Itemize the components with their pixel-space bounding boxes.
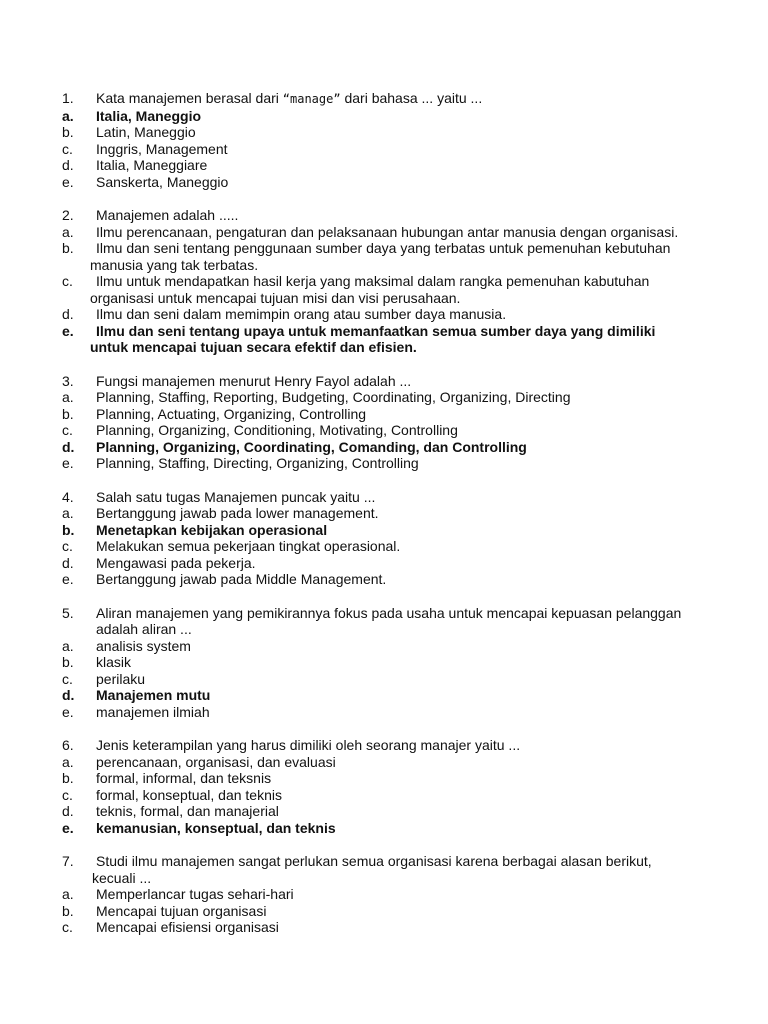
stem-continuation: adalah aliran ...: [96, 621, 192, 637]
answer-option: b. formal, informal, dan teksnis: [62, 770, 272, 786]
question-4: [62, 489, 752, 588]
answer-option: c. perilaku: [62, 670, 146, 687]
question-1: [62, 90, 752, 190]
option-continuation: organisasi untuk mencapai tujuan misi dan visi perusahaan.: [90, 289, 461, 306]
answer-option: c. Inggris, Management: [62, 140, 228, 157]
option-continuation: untuk mencapai tujuan secara efektif dan efisien.: [90, 339, 417, 355]
answer-option: c. formal, konseptual, dan teknis: [62, 786, 282, 803]
question-stem: 2. Manajemen adalah .....: [62, 207, 239, 223]
answer-option: d. Ilmu dan seni dalam memimpin orang atau sumber daya manusia.: [62, 306, 507, 322]
answer-option: c. Melakukan semua pekerjaan tingkat operasional.: [62, 538, 401, 554]
question-stem: 1. Kata manajemen berasal dari “manage” dari bahasa ... yaitu ...: [62, 90, 483, 106]
stem-continuation: kecuali ...: [92, 869, 152, 886]
answer-option: b. Latin, Maneggio: [62, 124, 196, 140]
answer-option: e. Bertanggung jawab pada Middle Management.: [62, 571, 387, 587]
answer-option: b. klasik: [62, 654, 132, 670]
answer-option: a. Planning, Staffing, Reporting, Budgeting, Coordinating, Organizing, Directing: [62, 389, 571, 405]
answer-option: c. Planning, Organizing, Conditioning, Motivating, Controlling: [62, 422, 458, 438]
answer-option: b. Mencapai tujuan organisasi: [62, 902, 267, 919]
question-number: 3.: [62, 372, 74, 389]
question-2: [62, 207, 752, 356]
question-number: 7.: [62, 853, 74, 869]
question-stem: 4. Salah satu tugas Manajemen puncak yaitu ...: [62, 488, 376, 505]
question-stem: 7. Studi ilmu manajemen sangat perlukan semua organisasi karena berbagai alasan berikut, kecuali ...: [62, 853, 752, 886]
answer-option: a. perencanaan, organisasi, dan evaluasi: [62, 753, 336, 770]
quiz-list: [62, 90, 752, 953]
answer-option: e. manajemen ilmiah: [62, 703, 210, 720]
question-number: 5.: [62, 604, 74, 621]
answer-option: b. Ilmu dan seni tentang penggunaan sumber daya yang terbatas untuk pemenuhan kebutuhan manusia yang tak terbatas.: [62, 240, 752, 273]
answer-option: c. Mencapai efisiensi organisasi: [62, 919, 279, 935]
question-number: 1.: [62, 90, 74, 106]
answer-option-correct: b. Menetapkan kebijakan operasional: [62, 521, 328, 538]
answer-option-correct: a. Italia, Maneggio: [62, 107, 202, 124]
answer-option: d. Mengawasi pada pekerja.: [62, 554, 256, 571]
answer-option: d. teknis, formal, dan manajerial: [62, 803, 279, 819]
answer-option: c. Ilmu untuk mendapatkan hasil kerja yang maksimal dalam rangka pemenuhan kabutuhan organisasi untuk mencapai tujuan misi dan visi perusahaan.: [62, 273, 752, 306]
question-number: 6.: [62, 737, 74, 753]
answer-option-correct: d. Manajemen mutu: [62, 687, 211, 703]
answer-option: b. Planning, Actuating, Organizing, Controlling: [62, 405, 367, 422]
answer-option: a. Memperlancar tugas sehari-hari: [62, 886, 294, 902]
question-number: 2.: [62, 207, 74, 223]
question-stem: 3. Fungsi manajemen menurut Henry Fayol adalah ...: [62, 372, 412, 389]
question-3: [62, 373, 752, 472]
answer-option: a. analisis system: [62, 637, 191, 654]
answer-option: e. Sanskerta, Maneggio: [62, 173, 229, 190]
question-number: 4.: [62, 488, 74, 505]
answer-option-correct: e. kemanusian, konseptual, dan teknis: [62, 819, 336, 836]
answer-option: a. Bertanggung jawab pada lower management.: [62, 505, 379, 521]
question-stem: 6. Jenis keterampilan yang harus dimiliki oleh seorang manajer yaitu ...: [62, 737, 521, 753]
question-stem: 5. Aliran manajemen yang pemikirannya fokus pada usaha untuk mencapai kepuasan pelanggan adalah aliran ...: [62, 605, 752, 638]
answer-option-correct: d. Planning, Organizing, Coordinating, Comanding, dan Controlling: [62, 438, 527, 455]
option-continuation: manusia yang tak terbatas.: [90, 256, 259, 273]
question-6: [62, 737, 752, 836]
question-5: [62, 605, 752, 721]
quoted-word: “manage”: [282, 92, 341, 106]
answer-option: a. Ilmu perencanaan, pengaturan dan pelaksanaan hubungan antar manusia dengan organisasi.: [62, 223, 679, 240]
answer-option: d. Italia, Maneggiare: [62, 157, 208, 173]
question-7: [62, 853, 752, 936]
answer-option-correct: e. Ilmu dan seni tentang upaya untuk memanfaatkan semua sumber daya yang dimiliki untuk mencapai tujuan secara efektif dan efisien.: [62, 323, 752, 356]
answer-option: e. Planning, Staffing, Directing, Organizing, Controlling: [62, 455, 419, 471]
